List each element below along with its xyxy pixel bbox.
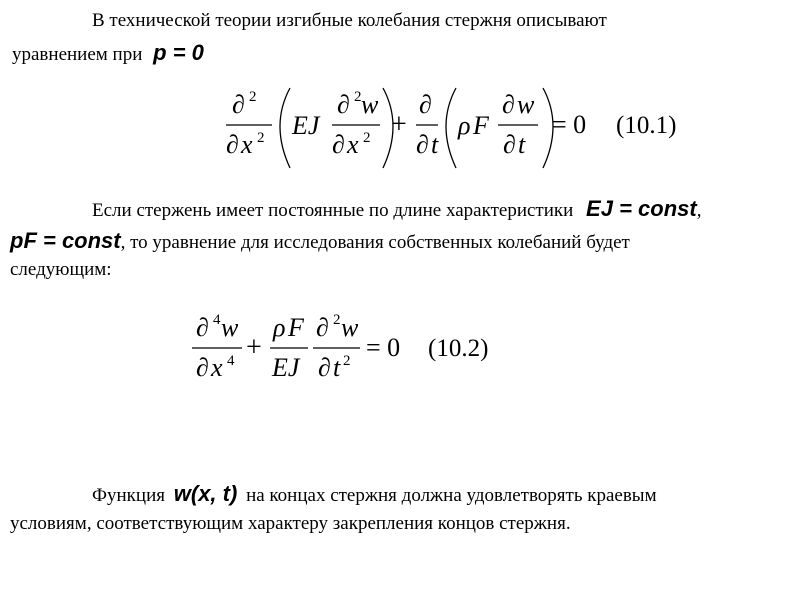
eq2-exp2: 2 [343, 353, 351, 369]
eq2-w: w [221, 313, 239, 342]
eq1-t: t [518, 130, 526, 159]
eq1-left-paren [280, 88, 290, 168]
equation-10-1 [220, 80, 700, 176]
eq1-left-paren [446, 88, 456, 168]
eq1-t: t [431, 130, 439, 159]
eq1-w: w [361, 90, 379, 119]
condition-p-zero: p = 0 [153, 40, 204, 65]
eq2-x: x [211, 353, 223, 382]
eq2-partial: ∂ [318, 353, 331, 382]
eq1-exp: 2 [354, 89, 362, 105]
intro-line-1: В технической теории изгибные колебания стержня описывают [92, 10, 607, 31]
eq1-partial: ∂ [332, 130, 345, 159]
eq1-x: x [241, 130, 253, 159]
intro-line-2 [12, 40, 204, 68]
equation-10-2 [188, 306, 518, 390]
eq2-ej: EJ [272, 353, 300, 382]
eq1-f: F [473, 111, 489, 140]
eq1-plus: + [391, 109, 407, 140]
eq2-exp2: 2 [333, 312, 341, 328]
paragraph2-line-1 [92, 196, 701, 224]
eq2-partial: ∂ [316, 313, 329, 342]
eq1-partial: ∂ [503, 130, 516, 159]
eq1-partial: ∂ [419, 90, 432, 119]
eq1-partial: ∂ [226, 130, 239, 159]
eq2-number: (10.2) [428, 335, 489, 362]
eq1-partial: ∂ [416, 130, 429, 159]
pf-const: pF = const [10, 228, 121, 253]
eq1-partial: ∂ [337, 90, 350, 119]
eq2-partial: ∂ [196, 353, 209, 382]
paragraph2-before: Если стержень имеет постоянные по длине характеристики [92, 200, 574, 221]
paragraph2-comma: , [696, 200, 702, 221]
eq1-exp: 2 [363, 130, 371, 146]
paragraph3-after: на концах стержня должна удовлетворять краевым [246, 485, 657, 506]
eq1-w: w [517, 90, 535, 119]
eq1-x: x [347, 130, 359, 159]
ej-const: EJ = const [586, 196, 697, 221]
eq1-exp: 2 [249, 89, 257, 105]
paragraph3-line-2: условиям, соответствующим характеру закрепления концов стержня. [10, 513, 571, 534]
eq2-plus: + [246, 332, 262, 363]
eq1-partial: ∂ [502, 90, 515, 119]
eq2-partial: ∂ [196, 313, 209, 342]
eq2-f: F [288, 313, 304, 342]
eq2-exp4: 4 [213, 312, 221, 328]
eq1-ej: EJ [292, 111, 320, 140]
eq2-rho: ρ [273, 313, 286, 342]
eq1-number: (10.1) [616, 112, 677, 139]
paragraph3-before: Функция [92, 485, 165, 506]
eq2-t: t [333, 353, 341, 382]
paragraph2-after: , то уравнение для исследования собственных колебаний будет [120, 232, 630, 253]
eq1-partial: ∂ [232, 90, 245, 119]
eq1-equals-zero: = 0 [552, 110, 587, 139]
intro-line-2-text: уравнением при [12, 44, 143, 65]
paragraph2-line-3: следующим: [10, 259, 112, 280]
function-w-x-t: w(x, t) [173, 481, 238, 506]
eq1-exp: 2 [257, 130, 265, 146]
paragraph2-line-2 [10, 228, 630, 256]
eq2-exp4: 4 [227, 353, 235, 369]
eq2-w: w [341, 313, 359, 342]
paragraph3-line-1 [92, 481, 657, 509]
eq1-rho: ρ [458, 111, 471, 140]
eq2-equals-zero: = 0 [366, 333, 401, 362]
